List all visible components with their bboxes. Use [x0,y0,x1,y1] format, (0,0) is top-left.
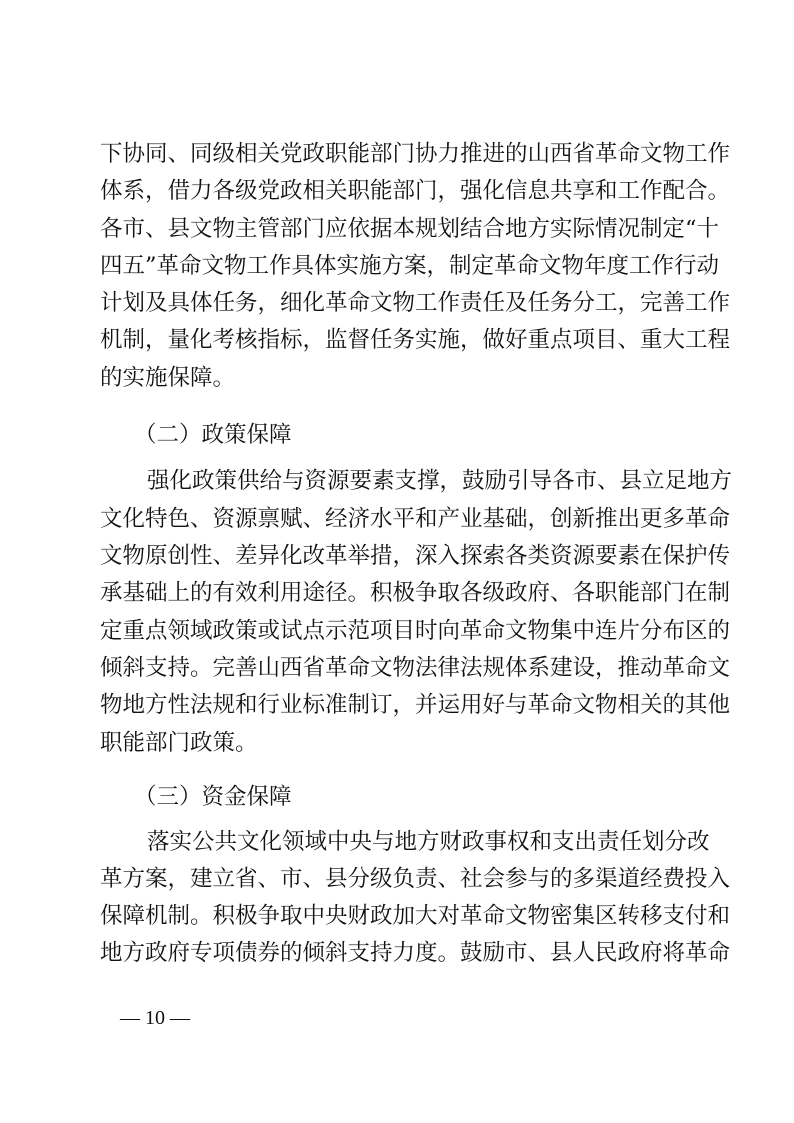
body-text-line: 地方政府专项债券的倾斜支持力度。鼓励市、县人民政府将革命 [100,940,731,966]
body-text-line: 职能部门政策。 [100,730,258,756]
body-text-line: 倾斜支持。完善山西省革命文物法律法规体系建设，推动革命文 [100,655,731,681]
body-text-line: 体系，借力各级党政相关职能部门，强化信息共享和工作配合。 [100,178,731,204]
body-text-line: 革方案，建立省、市、县分级负责、社会参与的多渠道经费投入 [100,866,731,892]
body-text-line: 机制，量化考核指标，监督任务实施，做好重点项目、重大工程 [100,327,731,353]
section-heading-funding: （三）资金保障 [134,784,292,810]
body-text-line: 定重点领域政策或试点示范项目时向革命文物集中连片分布区的 [100,618,731,644]
body-text-line: 下协同、同级相关党政职能部门协力推进的山西省革命文物工作 [100,141,731,167]
body-text-line: 计划及具体任务，细化革命文物工作责任及任务分工，完善工作 [100,290,731,316]
body-text-line: 保障机制。积极争取中央财政加大对革命文物密集区转移支付和 [100,903,731,929]
body-text-line: 文化特色、资源禀赋、经济水平和产业基础，创新推出更多革命 [100,506,731,532]
body-text-line: 四五”革命文物工作具体实施方案，制定革命文物年度工作行动 [100,253,720,279]
body-text-line: 的实施保障。 [100,365,236,391]
body-text-line: 物地方性法规和行业标准制订，并运用好与革命文物相关的其他 [100,692,731,718]
body-text-line: 强化政策供给与资源要素支撑，鼓励引导各市、县立足地方 [147,468,733,494]
page-number: — 10 — [120,1007,190,1029]
body-text-line: 文物原创性、差异化改革举措，深入探索各类资源要素在保护传 [100,543,731,569]
body-text-line: 承基础上的有效利用途径。积极争取各级政府、各职能部门在制 [100,580,731,606]
body-text-line: 落实公共文化领域中央与地方财政事权和支出责任划分改 [147,829,710,855]
section-heading-policy: （二）政策保障 [134,422,292,448]
body-text-line: 各市、县文物主管部门应依据本规划结合地方实际情况制定“十 [100,216,720,242]
